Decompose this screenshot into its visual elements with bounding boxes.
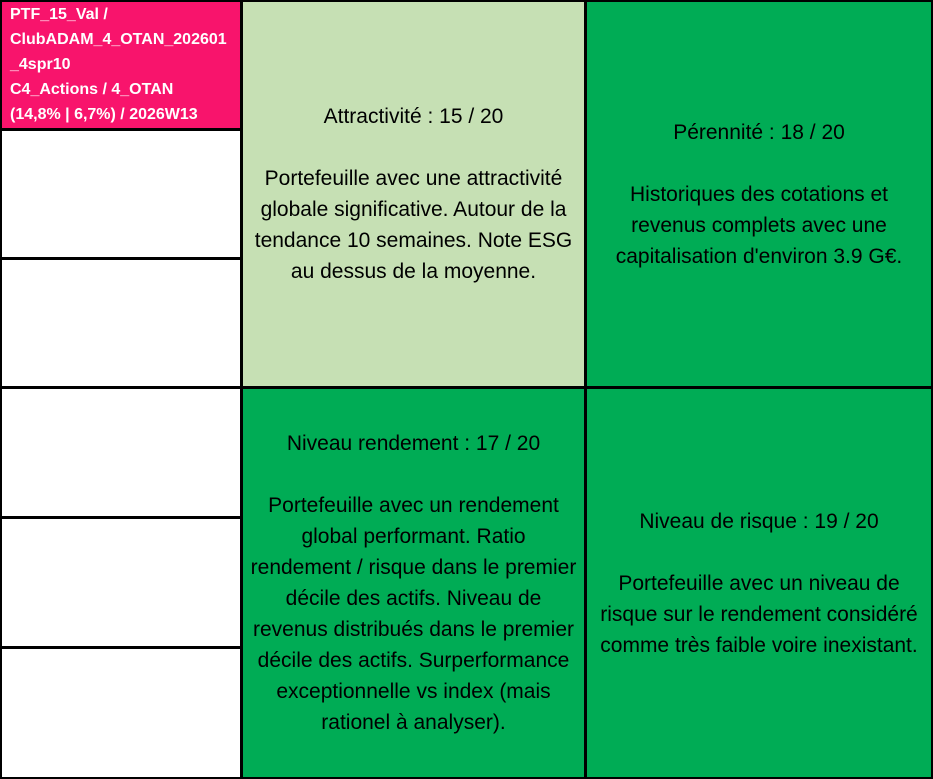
portfolio-header-line: C4_Actions / 4_OTAN	[10, 81, 174, 98]
portfolio-header-line: PTF_15_Val /	[10, 6, 108, 23]
rendement-body: Portefeuille avec un rendement global performant. Ratio rendement / risque dans le premier décile des actifs. Niveau de revenus distribués dans le premier décile des actifs. Surperformance exceptionnelle vs index (mais rationel à analyser).	[250, 494, 577, 734]
empty-cell-4	[2, 519, 240, 646]
empty-cell-3	[2, 389, 240, 516]
risque-body: Portefeuille avec un niveau de risque sur le rendement considéré comme très faible voire inexistant.	[600, 571, 918, 657]
rendement-panel	[243, 389, 584, 777]
perennite-body: Historiques des cotations et revenus complets avec une capitalisation d'environ 3.9 G€.	[615, 182, 903, 268]
portfolio-header-cell	[2, 2, 240, 128]
rendement-title: Niveau rendement : 17 / 20	[286, 432, 541, 455]
perennite-panel	[587, 2, 931, 386]
portfolio-header-line: _4spr10	[10, 56, 71, 73]
empty-cell-5	[2, 649, 240, 777]
portfolio-header-line: (14,8% | 6,7%) / 2026W13	[10, 106, 198, 123]
portfolio-header-line: ClubADAM_4_OTAN_202601	[10, 31, 227, 48]
risque-panel	[587, 389, 931, 777]
attractivite-title: Attractivité : 15 / 20	[323, 105, 504, 128]
attractivite-body: Portefeuille avec une attractivité globale significative. Autour de la tendance 10 semaines. Note ESG au dessus de la moyenne.	[254, 167, 573, 283]
attractivite-panel	[243, 2, 584, 386]
empty-cell-1	[2, 131, 240, 257]
perennite-title: Pérennité : 18 / 20	[673, 120, 845, 144]
risque-title: Niveau de risque : 19 / 20	[639, 509, 879, 533]
empty-cell-2	[2, 260, 240, 386]
